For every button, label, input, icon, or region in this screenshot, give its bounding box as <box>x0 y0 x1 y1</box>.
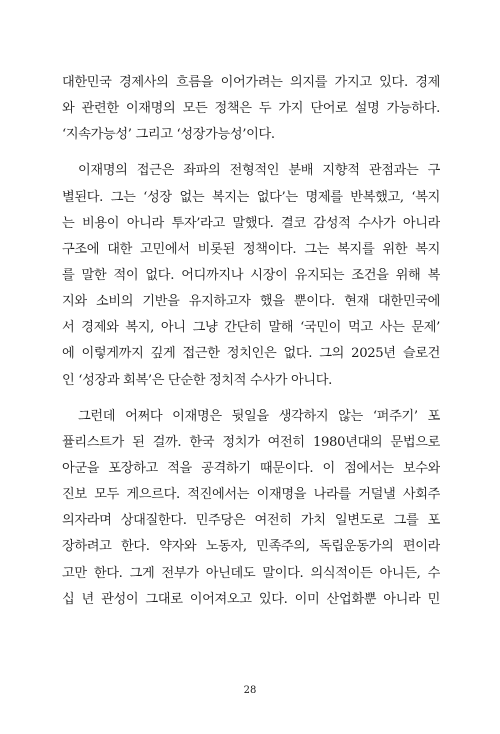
text-line: 서 경제와 복지, 아니 그냥 간단히 말해 ‘국민이 먹고 사는 문제’ <box>62 320 440 336</box>
paragraph-3 <box>62 404 440 613</box>
text-line: 지와 소비의 기반을 유지하고자 했을 뿐이다. 현재 대한민국에 <box>62 294 440 310</box>
text-line: 십 년 관성이 그대로 이어져오고 있다. 이미 산업화뿐 아니라 민 <box>62 591 440 607</box>
text-line: 구조에 대한 고민에서 비롯된 정책이다. 그는 복지를 위한 복지 <box>62 241 440 257</box>
text-line: 진보 모두 게으르다. 적진에서는 이재명을 나라를 거덜낼 사회주 <box>62 487 440 503</box>
text-line: 장하려고 한다. 약자와 노동자, 민족주의, 독립운동가의 편이라 <box>62 539 440 555</box>
text-line: ‘지속가능성’ 그리고 ‘성장가능성’이다. <box>62 127 275 143</box>
paragraph-2 <box>62 158 440 393</box>
text-line: 인 ‘성장과 회복’은 단순한 정치적 수사가 아니다. <box>62 372 332 388</box>
text-line: 그런데 어쩌다 이재명은 뒷일을 생각하지 않는 ‘퍼주기’ 포 <box>78 408 440 424</box>
text-line: 퓰리스트가 된 걸까. 한국 정치가 여전히 1980년대의 문법으로 <box>62 434 440 450</box>
text-line: 를 말한 적이 없다. 어디까지나 시장이 유지되는 조건을 위해 복 <box>62 267 440 283</box>
text-line: 고만 한다. 그게 전부가 아닌데도 말이다. 의식적이든 아니든, 수 <box>62 565 440 581</box>
text-line: 별된다. 그는 ‘성장 없는 복지는 없다’는 명제를 반복했고, ‘복지 <box>62 189 440 205</box>
page-number: 28 <box>243 685 257 696</box>
text-line: 와 관련한 이재명의 모든 정책은 두 가지 단어로 설명 가능하다. <box>62 101 440 117</box>
paragraph-1 <box>62 70 440 148</box>
text-line: 의자라며 상대질한다. 민주당은 여전히 가치 일변도로 그를 포 <box>62 513 440 529</box>
text-line: 이재명의 접근은 좌파의 전형적인 분배 지향적 관점과는 구 <box>78 163 440 179</box>
text-line: 는 비용이 아니라 투자’라고 말했다. 결코 감성적 수사가 아니라 <box>62 215 440 231</box>
body-text <box>62 70 440 613</box>
text-line: 에 이렇게까지 깊게 접근한 정치인은 없다. 그의 2025년 슬로건 <box>62 346 440 362</box>
text-line: 아군을 포장하고 적을 공격하기 때문이다. 이 점에서는 보수와 <box>62 460 440 476</box>
text-line: 대한민국 경제사의 흐름을 이어가려는 의지를 가지고 있다. 경제 <box>62 75 440 90</box>
